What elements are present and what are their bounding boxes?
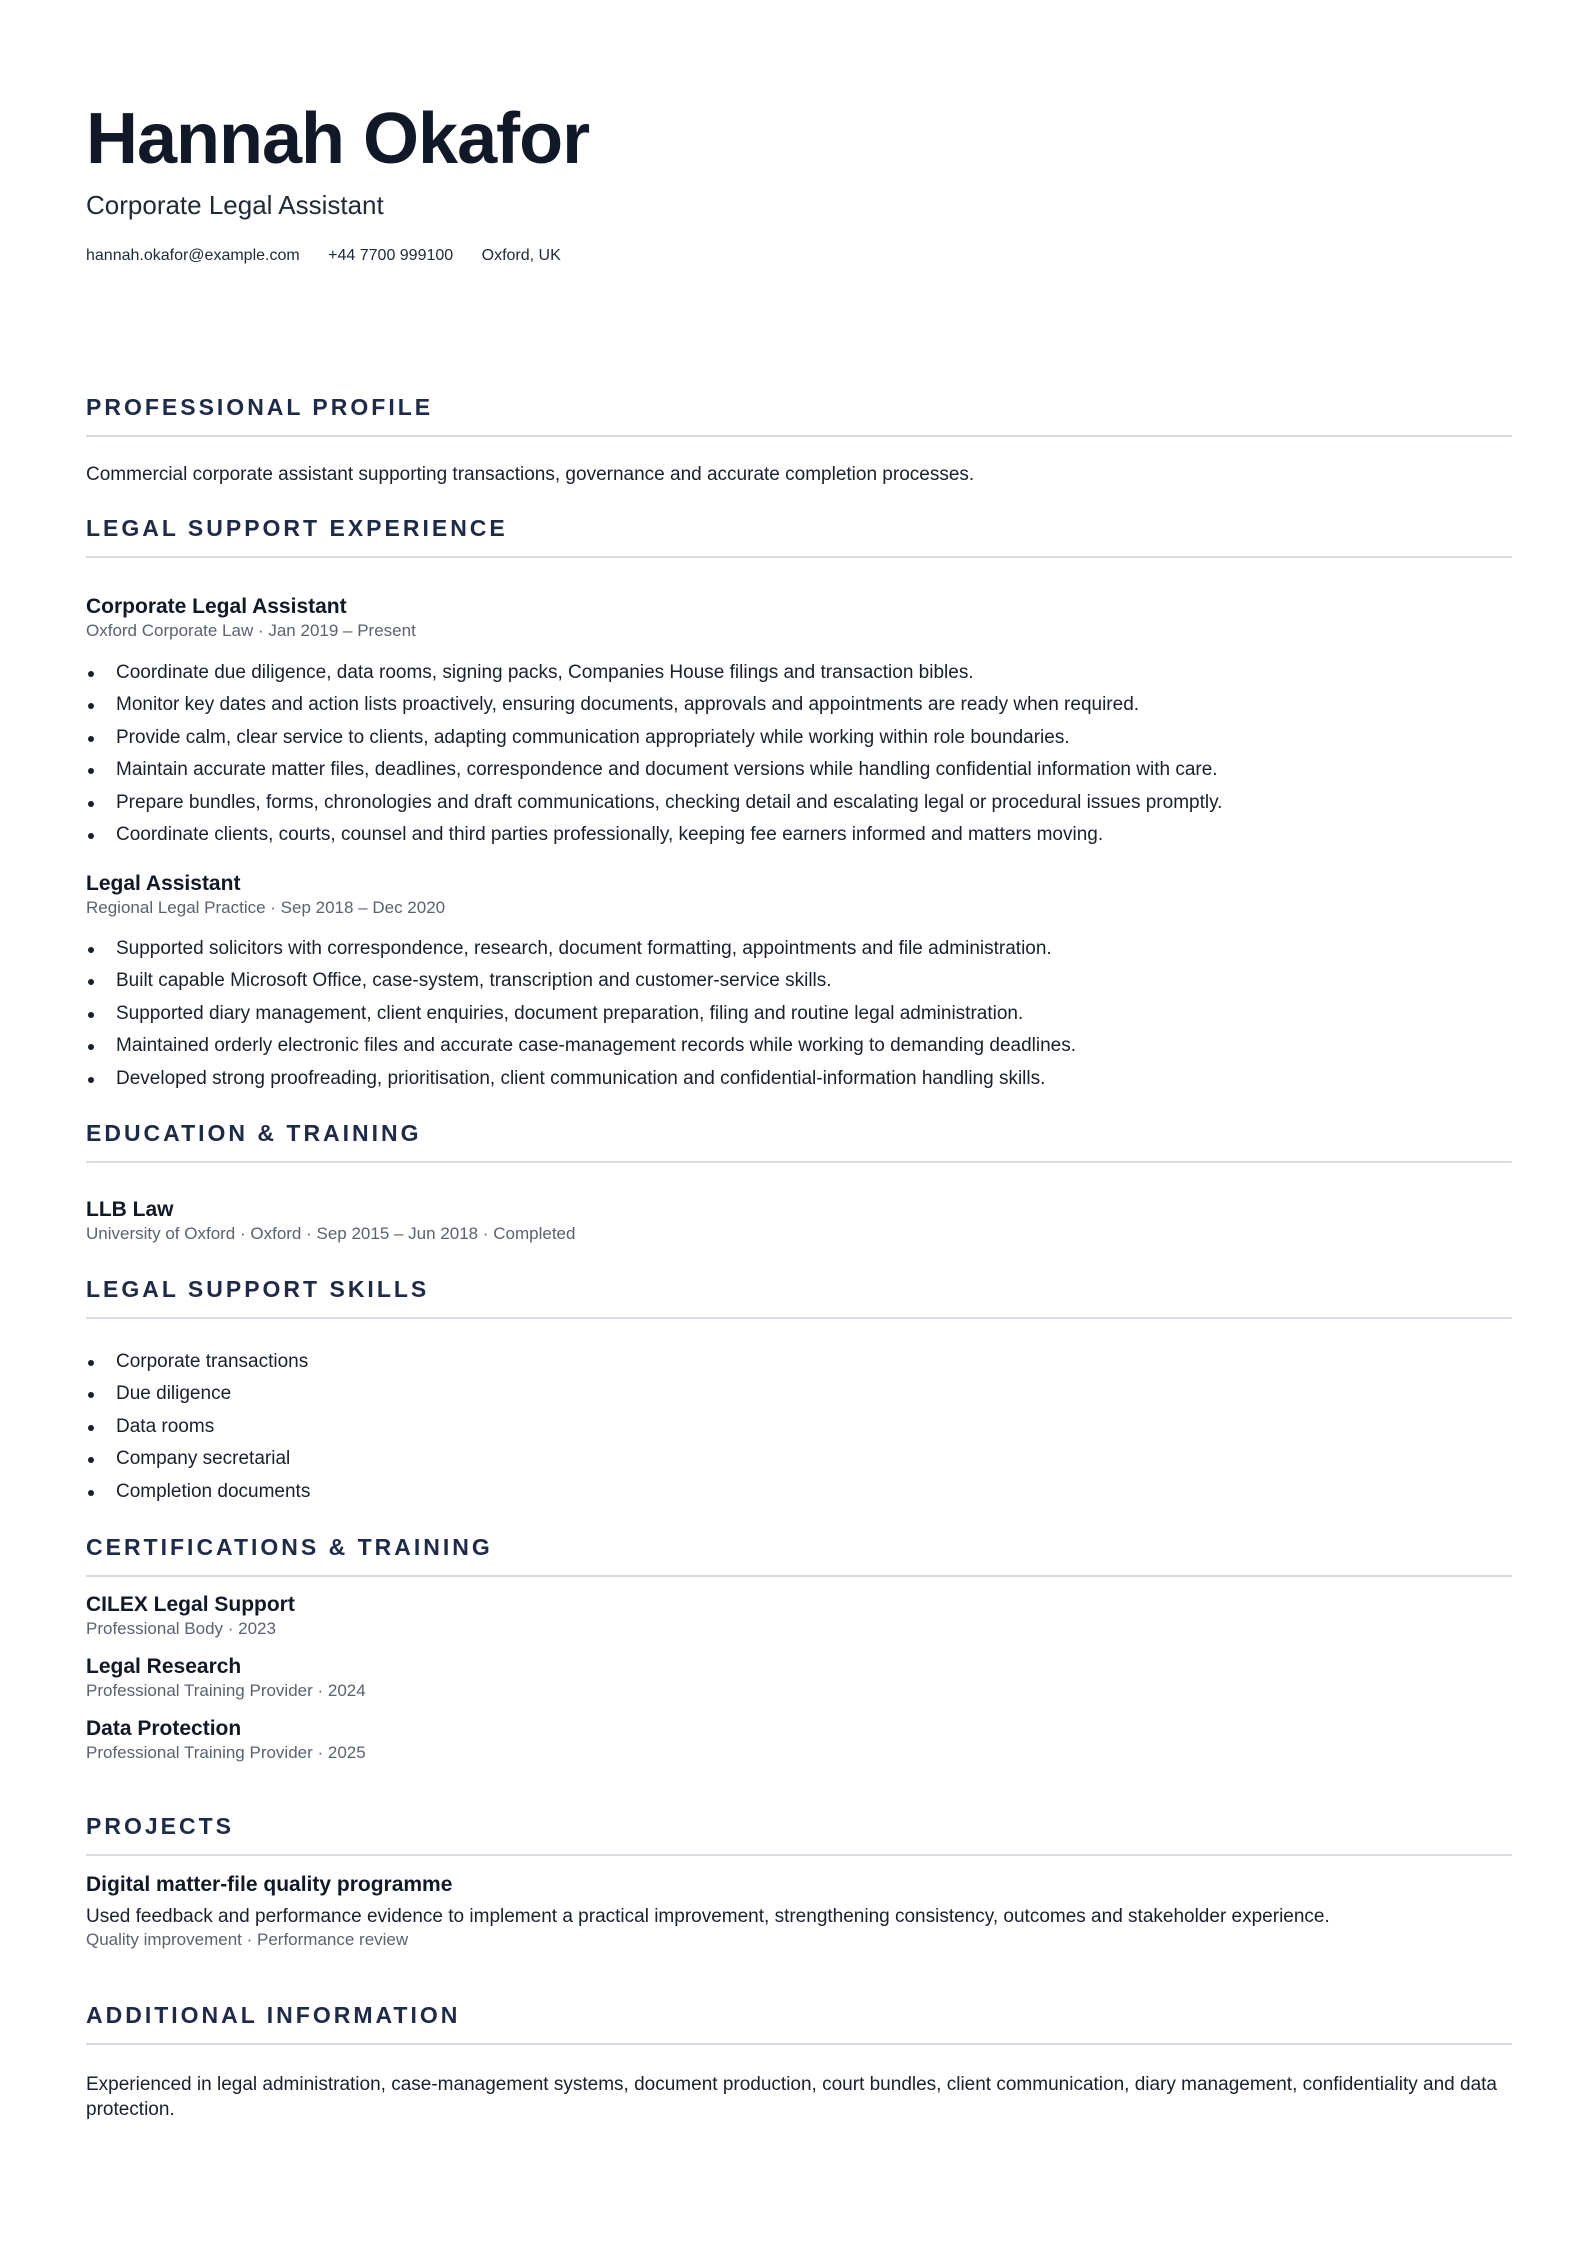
section-projects [86,1811,1512,1856]
role-bullets [86,657,1222,851]
list-item: Company secretarial [86,1443,310,1475]
role-bullets [86,933,1076,1095]
project-title: Digital matter-file quality programme [86,1873,453,1896]
section-certifications [86,1532,1512,1577]
section-divider [86,1575,1512,1577]
certification-title: Data Protection [86,1717,242,1740]
list-item: Provide calm, clear service to clients, adapting communication appropriately while working within role boundaries. [86,722,1222,754]
section-title: LEGAL SUPPORT EXPERIENCE [86,515,508,541]
list-item: Maintained orderly electronic files and accurate case-management records while working to demanding deadlines. [86,1030,1076,1062]
certification-title: CILEX Legal Support [86,1593,295,1616]
section-divider [86,1317,1512,1319]
contact-line [86,245,585,267]
role-title: Legal Assistant [86,872,241,895]
section-divider [86,1854,1512,1856]
candidate-headline: Corporate Legal Assistant [86,190,384,220]
list-item: Completion documents [86,1476,310,1508]
education-title: LLB Law [86,1198,174,1221]
section-divider [86,435,1512,437]
list-item: Prepare bundles, forms, chronologies and draft communications, checking detail and escalating legal or procedural issues promptly. [86,787,1222,819]
section-divider [86,2043,1512,2045]
section-experience [86,513,1512,558]
list-item: Maintain accurate matter files, deadlines, correspondence and document versions while handling confidential information with care. [86,754,1222,786]
list-item: Data rooms [86,1411,310,1443]
certification-entry [86,1654,366,1702]
experience-entry [86,594,416,642]
section-title: LEGAL SUPPORT SKILLS [86,1276,430,1302]
project-entry [86,1872,1512,1951]
list-item: Corporate transactions [86,1346,310,1378]
contact-email: hannah.okafor@example.com [86,247,300,264]
role-meta: Regional Legal Practice · Sep 2018 – Dec 2020 [86,898,446,917]
candidate-name: Hannah Okafor [86,99,590,179]
list-item: Coordinate clients, courts, counsel and third parties professionally, keeping fee earners informed and matters moving. [86,819,1222,851]
section-profile [86,392,1512,437]
section-title: EDUCATION & TRAINING [86,1120,422,1146]
section-divider [86,1161,1512,1163]
section-title: PROFESSIONAL PROFILE [86,394,434,420]
certification-entry [86,1716,366,1764]
profile-summary: Commercial corporate assistant supporting transactions, governance and accurate completion processes. [86,464,975,485]
role-title: Corporate Legal Assistant [86,595,347,618]
section-title: CERTIFICATIONS & TRAINING [86,1534,493,1560]
section-education [86,1118,1512,1163]
list-item: Supported solicitors with correspondence, research, document formatting, appointments and file administration. [86,933,1076,965]
experience-entry [86,871,445,919]
education-meta: University of Oxford · Oxford · Sep 2015 – Jun 2018 · Completed [86,1224,576,1243]
project-tags: Quality improvement · Performance review [86,1930,409,1949]
section-skills [86,1274,1512,1319]
skills-list [86,1346,310,1508]
list-item: Built capable Microsoft Office, case-system, transcription and customer-service skills. [86,965,1076,997]
certification-entry [86,1592,295,1640]
project-description: Used feedback and performance evidence to implement a practical improvement, strengthening consistency, outcomes and stakeholder experience. [86,1906,1330,1927]
section-title: ADDITIONAL INFORMATION [86,2002,461,2028]
list-item: Due diligence [86,1378,310,1410]
certification-meta: Professional Body · 2023 [86,1619,276,1638]
section-additional [86,2000,1512,2045]
role-meta: Oxford Corporate Law · Jan 2019 – Present [86,621,416,640]
list-item: Monitor key dates and action lists proactively, ensuring documents, approvals and appointments are ready when required. [86,689,1222,721]
additional-text: Experienced in legal administration, case-management systems, document production, court bundles, client communication, diary management, confidentiality and data protection. [86,2074,1497,2120]
education-entry [86,1197,575,1245]
list-item: Coordinate due diligence, data rooms, signing packs, Companies House filings and transaction bibles. [86,657,1222,689]
section-title: PROJECTS [86,1813,234,1839]
certification-meta: Professional Training Provider · 2024 [86,1681,366,1700]
contact-phone: +44 7700 999100 [328,247,454,264]
contact-location: Oxford, UK [481,247,561,264]
section-divider [86,556,1512,558]
list-item: Supported diary management, client enquiries, document preparation, filing and routine legal administration. [86,998,1076,1030]
certification-title: Legal Research [86,1655,242,1678]
list-item: Developed strong proofreading, prioritisation, client communication and confidential-information handling skills. [86,1063,1076,1095]
certification-meta: Professional Training Provider · 2025 [86,1743,366,1762]
